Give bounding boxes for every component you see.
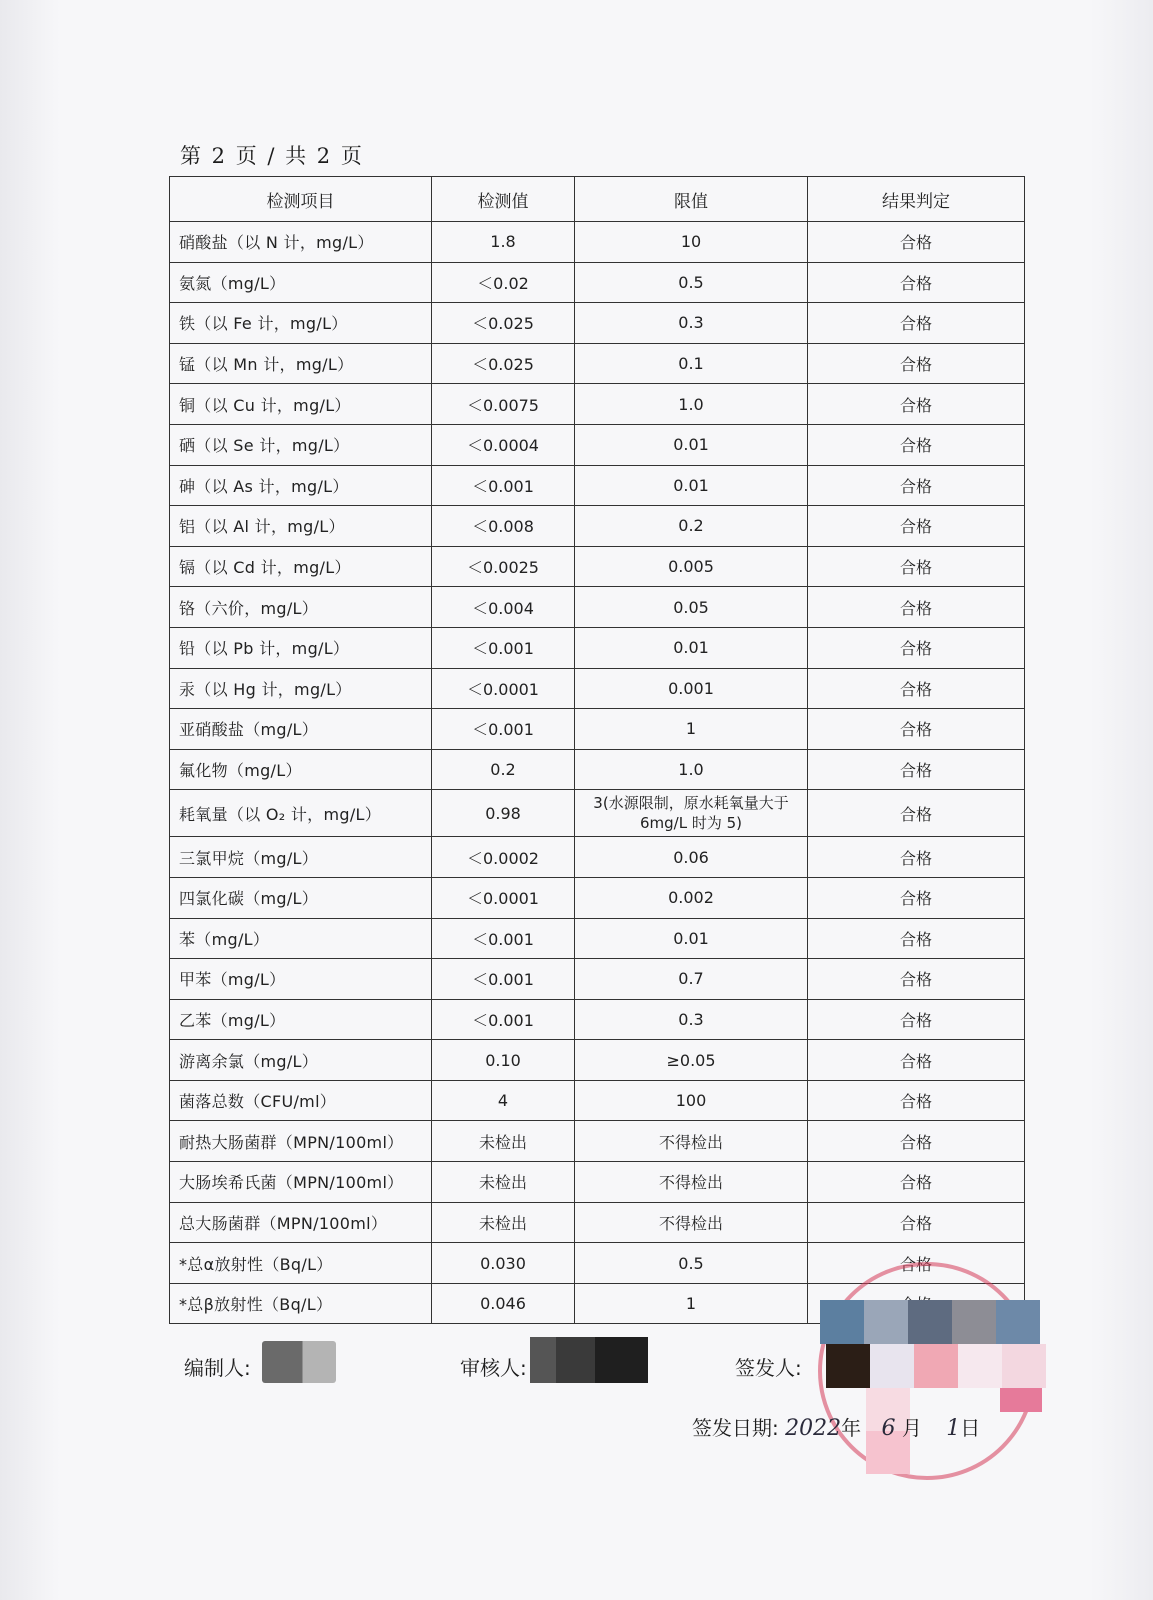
result-cell: 合格: [808, 1080, 1025, 1121]
test-item-cell: 菌落总数（CFU/ml）: [170, 1080, 432, 1121]
table-row: [170, 587, 1025, 628]
test-item-cell: 镉（以 Cd 计，mg/L）: [170, 546, 432, 587]
test-value-cell: ＜0.001: [432, 918, 575, 959]
limit-cell: 0.2: [575, 506, 808, 547]
table-header-row: [170, 177, 1025, 222]
test-value-cell: ＜0.001: [432, 627, 575, 668]
result-cell: 合格: [808, 465, 1025, 506]
result-cell: 合格: [808, 587, 1025, 628]
issue-date-label: 签发日期:: [692, 1416, 779, 1440]
test-item-cell: 铁（以 Fe 计，mg/L）: [170, 303, 432, 344]
table-row: [170, 749, 1025, 790]
page-number: 第 2 页 / 共 2 页: [180, 144, 364, 168]
test-item-cell: 耗氧量（以 O₂ 计，mg/L）: [170, 790, 432, 837]
test-item-cell: 四氯化碳（mg/L）: [170, 877, 432, 918]
table-row: [170, 262, 1025, 303]
limit-cell: 1.0: [575, 384, 808, 425]
test-value-cell: 未检出: [432, 1121, 575, 1162]
table-row: [170, 837, 1025, 878]
table-row: [170, 424, 1025, 465]
test-value-cell: ＜0.0004: [432, 424, 575, 465]
table-row: [170, 877, 1025, 918]
test-item-cell: 铝（以 Al 计，mg/L）: [170, 506, 432, 547]
test-value-cell: ＜0.0001: [432, 877, 575, 918]
limit-cell: 不得检出: [575, 1162, 808, 1203]
stamp-redacted-top: [820, 1300, 1040, 1344]
issue-date-day: 1: [946, 1416, 961, 1441]
test-item-cell: 大肠埃希氏菌（MPN/100ml）: [170, 1162, 432, 1203]
limit-cell: 0.06: [575, 837, 808, 878]
limit-cell: 0.5: [575, 262, 808, 303]
limit-cell: 0.5: [575, 1243, 808, 1284]
test-value-cell: 0.046: [432, 1283, 575, 1324]
table-row: [170, 709, 1025, 750]
result-cell: 合格: [808, 959, 1025, 1000]
limit-cell: 3(水源限制，原水耗氧量大于 6mg/L 时为 5): [575, 790, 808, 837]
result-cell: 合格: [808, 918, 1025, 959]
result-cell: 合格: [808, 506, 1025, 547]
issuer-signature-redacted: [826, 1344, 1046, 1388]
table-row: [170, 384, 1025, 425]
limit-cell: 1: [575, 1283, 808, 1324]
result-cell: 合格: [808, 262, 1025, 303]
result-cell: 合格: [808, 999, 1025, 1040]
test-item-cell: 氟化物（mg/L）: [170, 749, 432, 790]
test-value-cell: 0.030: [432, 1243, 575, 1284]
test-value-cell: ＜0.025: [432, 343, 575, 384]
compiler-label: 编制人:: [184, 1356, 251, 1380]
test-value-cell: ＜0.0002: [432, 837, 575, 878]
test-value-cell: 4: [432, 1080, 575, 1121]
test-value-cell: 未检出: [432, 1202, 575, 1243]
header-limit: 限值: [575, 177, 808, 222]
test-value-cell: ＜0.001: [432, 709, 575, 750]
test-value-cell: ＜0.02: [432, 262, 575, 303]
test-value-cell: ＜0.025: [432, 303, 575, 344]
issuer-label: 签发人:: [735, 1356, 802, 1380]
table-row: [170, 668, 1025, 709]
table-row: [170, 790, 1025, 837]
table-row: [170, 1080, 1025, 1121]
limit-cell: 0.01: [575, 627, 808, 668]
limit-cell: 不得检出: [575, 1202, 808, 1243]
result-cell: 合格: [808, 343, 1025, 384]
table-row: [170, 506, 1025, 547]
result-cell: 合格: [808, 1243, 1025, 1284]
reviewer-signature-redacted: [530, 1337, 648, 1383]
result-cell: 合格: [808, 668, 1025, 709]
table-row: [170, 627, 1025, 668]
issue-date-month-unit: 月: [901, 1416, 922, 1440]
test-value-cell: ＜0.0001: [432, 668, 575, 709]
test-value-cell: ＜0.001: [432, 465, 575, 506]
result-cell: 合格: [808, 1040, 1025, 1081]
test-value-cell: ＜0.0025: [432, 546, 575, 587]
limit-cell: 0.01: [575, 465, 808, 506]
test-value-cell: ＜0.0075: [432, 384, 575, 425]
result-cell: 合格: [808, 303, 1025, 344]
test-item-cell: 砷（以 As 计，mg/L）: [170, 465, 432, 506]
test-results-table: [169, 176, 1025, 1324]
test-item-cell: 总大肠菌群（MPN/100ml）: [170, 1202, 432, 1243]
test-item-cell: 耐热大肠菌群（MPN/100ml）: [170, 1121, 432, 1162]
table-body: [170, 222, 1025, 1324]
test-item-cell: 苯（mg/L）: [170, 918, 432, 959]
limit-cell: 0.05: [575, 587, 808, 628]
test-item-cell: 铜（以 Cu 计，mg/L）: [170, 384, 432, 425]
limit-cell: 0.002: [575, 877, 808, 918]
test-item-cell: 游离余氯（mg/L）: [170, 1040, 432, 1081]
result-cell: 合格: [808, 749, 1025, 790]
test-item-cell: 铬（六价，mg/L）: [170, 587, 432, 628]
test-value-cell: 0.10: [432, 1040, 575, 1081]
test-value-cell: 1.8: [432, 222, 575, 263]
table-row: [170, 959, 1025, 1000]
test-item-cell: 亚硝酸盐（mg/L）: [170, 709, 432, 750]
result-cell: 合格: [808, 1202, 1025, 1243]
test-item-cell: *总β放射性（Bq/L）: [170, 1283, 432, 1324]
limit-cell: 0.7: [575, 959, 808, 1000]
test-value-cell: 0.98: [432, 790, 575, 837]
result-cell: 合格: [808, 790, 1025, 837]
result-cell: 合格: [808, 709, 1025, 750]
table-row: [170, 1040, 1025, 1081]
limit-cell: 10: [575, 222, 808, 263]
result-cell: 合格: [808, 627, 1025, 668]
test-item-cell: 乙苯（mg/L）: [170, 999, 432, 1040]
header-value: 检测值: [432, 177, 575, 222]
test-item-cell: 汞（以 Hg 计，mg/L）: [170, 668, 432, 709]
issue-date-day-unit: 日: [960, 1416, 981, 1440]
reviewer-label: 审核人:: [460, 1356, 527, 1380]
result-cell: 合格: [808, 384, 1025, 425]
result-cell: 合格: [808, 424, 1025, 465]
limit-cell: 0.01: [575, 918, 808, 959]
result-cell: 合格: [808, 222, 1025, 263]
limit-cell: 0.1: [575, 343, 808, 384]
header-result: 结果判定: [808, 177, 1025, 222]
result-cell: 合格: [808, 837, 1025, 878]
test-item-cell: *总α放射性（Bq/L）: [170, 1243, 432, 1284]
limit-cell: 1.0: [575, 749, 808, 790]
limit-cell: 0.001: [575, 668, 808, 709]
issue-date-year-unit: 年: [841, 1416, 862, 1440]
result-cell: 合格: [808, 1121, 1025, 1162]
table-row: [170, 999, 1025, 1040]
table-row: [170, 465, 1025, 506]
table-row: [170, 303, 1025, 344]
result-cell: 合格: [808, 1162, 1025, 1203]
issue-date: [692, 1412, 980, 1441]
test-item-cell: 硒（以 Se 计，mg/L）: [170, 424, 432, 465]
table-row: [170, 546, 1025, 587]
limit-cell: 0.005: [575, 546, 808, 587]
table-row: [170, 1121, 1025, 1162]
test-item-cell: 铅（以 Pb 计，mg/L）: [170, 627, 432, 668]
table-row: [170, 222, 1025, 263]
limit-cell: 0.01: [575, 424, 808, 465]
result-cell: 合格: [808, 546, 1025, 587]
header-item: 检测项目: [170, 177, 432, 222]
test-item-cell: 氨氮（mg/L）: [170, 262, 432, 303]
test-value-cell: 未检出: [432, 1162, 575, 1203]
table-row: [170, 1162, 1025, 1203]
test-item-cell: 三氯甲烷（mg/L）: [170, 837, 432, 878]
limit-cell: 不得检出: [575, 1121, 808, 1162]
table-row: [170, 343, 1025, 384]
test-value-cell: ＜0.004: [432, 587, 575, 628]
test-value-cell: ＜0.001: [432, 999, 575, 1040]
limit-cell: ≥0.05: [575, 1040, 808, 1081]
test-value-cell: ＜0.008: [432, 506, 575, 547]
table-row: [170, 918, 1025, 959]
result-cell: 合格: [808, 877, 1025, 918]
limit-cell: 0.3: [575, 303, 808, 344]
test-item-cell: 锰（以 Mn 计，mg/L）: [170, 343, 432, 384]
issue-date-month: 6: [881, 1416, 896, 1441]
limit-cell: 100: [575, 1080, 808, 1121]
compiler-signature-redacted: [262, 1341, 336, 1383]
test-value-cell: 0.2: [432, 749, 575, 790]
test-item-cell: 硝酸盐（以 N 计，mg/L）: [170, 222, 432, 263]
issue-date-year: 2022: [785, 1416, 842, 1441]
limit-cell: 1: [575, 709, 808, 750]
test-value-cell: ＜0.001: [432, 959, 575, 1000]
stamp-redacted-corner: [1000, 1388, 1042, 1412]
limit-cell: 0.3: [575, 999, 808, 1040]
table-row: [170, 1202, 1025, 1243]
test-item-cell: 甲苯（mg/L）: [170, 959, 432, 1000]
